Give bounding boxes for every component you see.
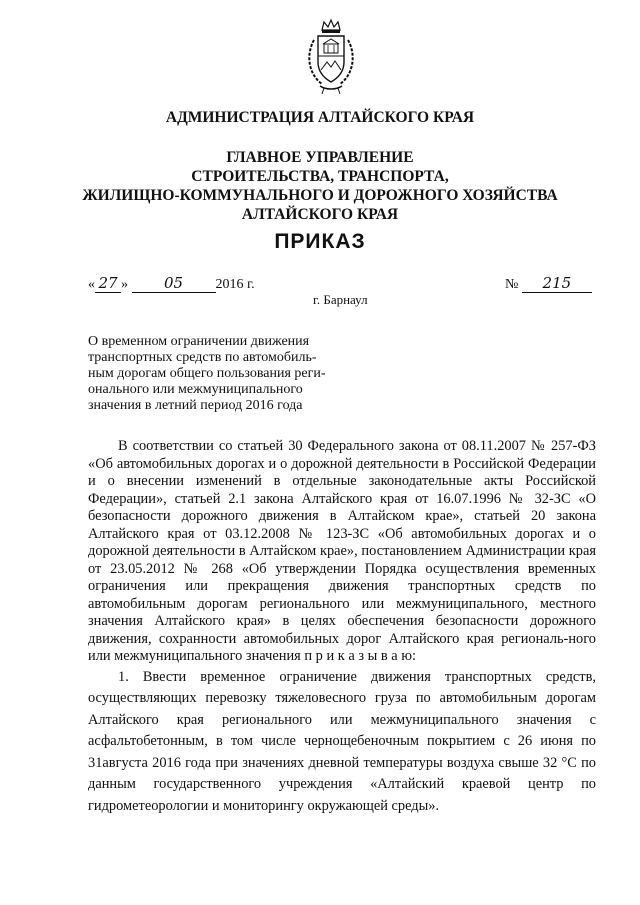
document-type-title: ПРИКАЗ [274,230,366,253]
date-year: 2016 г. [215,277,255,292]
document-body [88,438,596,817]
document-number [505,274,592,293]
department-line: ГЛАВНОЕ УПРАВЛЕНИЕ [226,149,414,166]
document-subject [88,334,368,414]
department-line: АЛТАЙСКОГО КРАЯ [241,206,399,223]
date-month: 05 [132,274,216,293]
preamble-text: В соответствии со статьей 30 Федерального закона от 08.11.2007 № 257-ФЗ «Об автомобильных дорогах и о дорожной деятельности в Российской Федерации и о внесении изменений в отдельные законодательные акты Российской Федерации», статьей 2.1 закона Алтайского края от 16.07.1996 № 32-ЗС «О безопасности дорожного движения в Алтайском крае», статьей 20 закона Алтайского края от 03.12.2008 № 123-ЗС «Об автомобильных дорогах и о дорожной деятельности в Алтайском крае», постановлением Администрации края от 23.05.2012 № 268 «Об утверждении Порядка осуществления временных ограничения или прекращения движения транспортных средств по автомобильным дорогам регионального или межмуниципального, местного значения Алтайского края» в целях обеспечения безопасности дорожного движения, сохранности автомобильных дорог Алтайского края региональ-ного или межмуниципального значения [88,438,596,664]
preamble-paragraph [88,438,596,666]
number-value: 215 [522,274,592,293]
quote-close: » [121,277,128,292]
department-line: ЖИЛИЩНО-КОММУНАЛЬНОГО И ДОРОЖНОГО ХОЗЯЙСТВА [82,187,558,204]
department-title [0,148,640,224]
subject-line: О временном ограничении движения [88,334,310,349]
subject-line: значения в летний период 2016 года [88,398,303,413]
subject-line: транспортных средств по автомобиль- [88,350,317,365]
quote-open: « [88,277,95,292]
organization-title: АДМИНИСТРАЦИЯ АЛТАЙСКОГО КРАЯ [165,109,475,126]
order-verb: п р и к а з ы в а ю: [304,648,416,664]
city-label: г. Барнаул [313,292,368,307]
coat-of-arms-icon [300,18,362,98]
number-label: № [505,277,519,292]
department-line: СТРОИТЕЛЬСТВА, ТРАНСПОРТА, [191,168,449,185]
order-item-1: 1. Ввести временное ограничение движения транспортных средств, осуществляющих перевозку тяжеловесного груза по автомобильным дорогам Алтайского края регионального или межмуниципального значения с асфальтобетонным, в том числе чернощебеночным покрытием с 26 июня по 31августа 2016 года при значениях дневной температуры воздуха свыше 32 °С по данным государственного учреждения «Алтайский краевой центр по гидрометеорологии и мониторингу окружающей среды». [88,668,596,814]
date-day: 27 [95,274,121,293]
subject-line: онального или межмуниципального [88,382,303,397]
document-date [88,274,255,293]
subject-line: ным дорогам общего пользования реги- [88,366,326,381]
